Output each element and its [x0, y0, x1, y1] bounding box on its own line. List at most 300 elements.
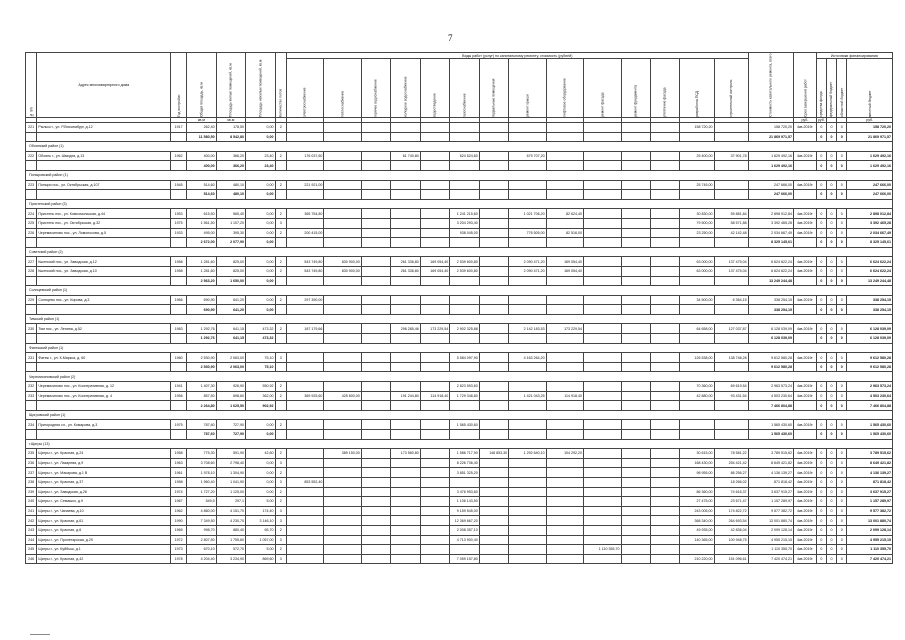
district-header-row — [26, 199, 893, 209]
row-fund-2: 0 — [826, 487, 836, 497]
row-work-cost: 148 853,30 — [479, 449, 508, 459]
row-work-cost — [546, 525, 583, 535]
row-deadline — [794, 305, 817, 315]
row-fund-2: 0 — [826, 238, 836, 248]
row-deadline: 4кв.2019г — [794, 218, 817, 228]
row-address: Солнцево пос., ул. Кирова, д.3 — [37, 295, 171, 305]
row-work-cost — [714, 334, 748, 344]
row-deadline: 4кв.2019г — [794, 477, 817, 487]
row-work-cost — [450, 161, 479, 171]
row-nonliving-area: 0,00 — [246, 190, 275, 200]
row-living-area: 2 798,40 — [216, 458, 245, 468]
row-number — [26, 362, 37, 372]
table-header — [26, 53, 893, 123]
row-work-cost: 169 054,40 — [546, 266, 583, 276]
row-total-cost: 2 898 012,84 — [748, 209, 793, 219]
row-work-cost: 830 900,00 — [324, 266, 361, 276]
row-number — [26, 132, 37, 142]
row-work-cost — [479, 353, 508, 363]
row-lot: 3 — [275, 218, 286, 228]
row-work-cost — [584, 430, 621, 440]
row-work-cost — [286, 430, 323, 440]
row-total-area: 1 978,10 — [187, 468, 216, 478]
row-total-area: 3 708,60 — [187, 458, 216, 468]
row-total-area: 1 727,20 — [187, 487, 216, 497]
row-work-cost — [420, 228, 449, 238]
row-fund-2: 0 — [826, 161, 836, 171]
row-work-cost — [420, 305, 449, 315]
row-work-cost: 679 707,20 — [509, 151, 546, 161]
funding-header-3: местный бюджет — [847, 59, 893, 118]
row-number — [26, 190, 37, 200]
works-header-13: строительный контроль — [714, 59, 748, 118]
row-work-cost — [479, 401, 508, 411]
row-number — [26, 238, 37, 248]
row-nonliving-area: 0,00 — [246, 468, 275, 478]
row-work-cost — [361, 449, 390, 459]
row-work-cost: 3 851 325,20 — [450, 468, 479, 478]
row-work-cost — [650, 449, 679, 459]
row-work-cost — [509, 382, 546, 392]
row-address: Щигры г., ул. Красная, д.6 — [37, 525, 171, 535]
row-total-cost: 1 629 492,16 — [748, 151, 793, 161]
row-fund-1: 0 — [816, 180, 826, 190]
row-work-cost — [361, 362, 390, 372]
row-work-cost: 1 421 043,25 — [509, 391, 546, 401]
row-fund-2: 0 — [826, 353, 836, 363]
row-work-cost — [714, 161, 748, 171]
row-fund-3: 0 — [837, 161, 847, 171]
row-work-cost — [680, 334, 714, 344]
row-fund-owners: 247 666,00 — [847, 180, 893, 190]
page-number: 7 — [448, 33, 453, 43]
row-living-area: 880,40 — [216, 525, 245, 535]
district-header-row — [26, 247, 893, 257]
row-nonliving-area: 0,00 — [246, 430, 275, 440]
row-work-cost — [650, 209, 679, 219]
row-deadline: 4кв.2019г — [794, 295, 817, 305]
row-work-cost — [286, 305, 323, 315]
row-fund-1: 0 — [816, 430, 826, 440]
row-work-cost: 25 745,00 — [680, 180, 714, 190]
row-work-cost — [680, 238, 714, 248]
row-fund-2: 0 — [826, 545, 836, 555]
row-work-cost — [391, 132, 420, 142]
row-work-cost — [450, 190, 479, 200]
col-total-cost-header: Стоимость капитального ремонта, всего — [748, 53, 793, 118]
row-address: Щигры г., ул. Красная, д.37 — [37, 477, 171, 487]
row-total-area: 2 563,20 — [187, 276, 216, 286]
units-cell: кв.м — [187, 118, 216, 123]
district-header-row — [26, 439, 893, 449]
district-label: Обоянский район (1) — [26, 142, 893, 152]
row-work-cost: 127 037,87 — [714, 324, 748, 334]
row-work-cost — [650, 535, 679, 545]
row-work-cost — [509, 468, 546, 478]
row-total-area: 4 204,40 — [187, 554, 216, 564]
row-fund-1: 0 — [816, 334, 826, 344]
row-work-cost — [650, 401, 679, 411]
row-work-cost — [650, 525, 679, 535]
row-lot: 2 — [275, 391, 286, 401]
row-number — [26, 276, 37, 286]
row-work-cost — [584, 218, 621, 228]
row-number: 224 — [26, 209, 37, 219]
row-deadline — [794, 132, 817, 142]
row-work-cost — [546, 535, 583, 545]
row-address: Щигры г., ул. Красная, д.42 — [37, 554, 171, 564]
row-work-cost — [479, 257, 508, 267]
row-work-cost — [361, 151, 390, 161]
row-work-cost: 365 754,80 — [286, 209, 323, 219]
row-fund-owners: 8 325 145,61 — [847, 238, 893, 248]
row-work-cost: 1 586 717,90 — [450, 449, 479, 459]
row-work-cost — [509, 123, 546, 133]
row-living-area: 727,90 — [216, 420, 245, 430]
row-work-cost — [391, 123, 420, 133]
row-work-cost — [324, 382, 361, 392]
row-fund-3: 0 — [837, 257, 847, 267]
row-year: 1978 — [171, 554, 187, 564]
row-work-cost — [714, 132, 748, 142]
row-fund-2: 0 — [826, 506, 836, 516]
col-nonliving-area-header: Площадь нежилых помещений, кв.м — [246, 53, 275, 118]
table-row — [26, 487, 893, 497]
row-total-cost: 4 503 230,64 — [748, 391, 793, 401]
row-fund-1: 0 — [816, 276, 826, 286]
row-work-cost — [361, 305, 390, 315]
row-work-cost — [286, 238, 323, 248]
table-row — [26, 295, 893, 305]
row-work-cost — [286, 401, 323, 411]
row-work-cost: 100 948,75 — [714, 535, 748, 545]
row-work-cost — [391, 430, 420, 440]
row-total-cost: 8 649 421,82 — [748, 458, 793, 468]
row-fund-owners: 9 577 382,72 — [847, 506, 893, 516]
row-work-cost: 2 090 471,20 — [509, 266, 546, 276]
col-lot-header: Количество лотов — [275, 53, 286, 118]
row-total-cost: 21 869 971,57 — [748, 132, 793, 142]
row-work-cost — [584, 506, 621, 516]
row-total-cost: 338 254,15 — [748, 305, 793, 315]
row-work-cost — [621, 123, 650, 133]
row-nonliving-area: 0,00 — [246, 276, 275, 286]
row-work-cost — [621, 353, 650, 363]
district-label: Пристенский район (3) — [26, 199, 893, 209]
row-deadline — [794, 161, 817, 171]
row-work-cost — [714, 305, 748, 315]
row-work-cost: 5 584 097,90 — [450, 353, 479, 363]
row-work-cost — [680, 477, 714, 487]
row-work-cost — [450, 305, 479, 315]
row-work-cost — [650, 238, 679, 248]
row-work-cost — [391, 161, 420, 171]
row-fund-owners: 2 034 667,49 — [847, 228, 893, 238]
row-work-cost — [584, 190, 621, 200]
row-work-cost — [324, 228, 361, 238]
row-total-cost: 338 254,15 — [748, 295, 793, 305]
capital-repair-table-sheet — [25, 52, 893, 564]
row-lot: 3 — [275, 506, 286, 516]
row-total-cost: 7 420 474,21 — [748, 554, 793, 564]
row-work-cost — [584, 123, 621, 133]
row-lot: 2 — [275, 525, 286, 535]
row-fund-2: 0 — [826, 497, 836, 507]
row-year: 1962 — [171, 506, 187, 516]
row-work-cost — [479, 535, 508, 545]
col-number-header: № п/п — [26, 53, 37, 118]
row-fund-3: 0 — [837, 487, 847, 497]
row-nonliving-area: 0,00 — [246, 209, 275, 219]
row-address — [37, 161, 171, 171]
row-work-cost — [509, 295, 546, 305]
row-work-cost — [509, 458, 546, 468]
row-work-cost — [286, 353, 323, 363]
row-living-area: 727,90 — [216, 430, 245, 440]
row-work-cost — [621, 362, 650, 372]
district-total-row — [26, 132, 893, 142]
row-nonliving-area: 174,40 — [246, 506, 275, 516]
row-work-cost — [420, 401, 449, 411]
row-work-cost: 261 336,80 — [391, 257, 420, 267]
row-address: Щигры г., ул. Макарова, д.1 В — [37, 468, 171, 478]
row-work-cost: 264 693,54 — [714, 516, 748, 526]
row-address — [37, 132, 171, 142]
row-work-cost — [324, 324, 361, 334]
row-year: 1963 — [171, 458, 187, 468]
row-fund-2: 0 — [826, 295, 836, 305]
row-work-cost: 1 292 640,10 — [509, 449, 546, 459]
row-work-cost — [479, 218, 508, 228]
row-work-cost: 93 431,54 — [714, 391, 748, 401]
row-work-cost — [621, 161, 650, 171]
row-lot: 3 — [275, 458, 286, 468]
row-work-cost — [391, 305, 420, 315]
row-work-cost — [546, 468, 583, 478]
row-work-cost — [361, 295, 390, 305]
row-deadline: 4кв.2019г — [794, 209, 817, 219]
row-total-cost: 6 128 039,09 — [748, 334, 793, 344]
row-work-cost: 137 475,04 — [714, 266, 748, 276]
works-header-11: утепление фасада — [650, 59, 679, 118]
row-work-cost: 69 619,54 — [714, 382, 748, 392]
row-work-cost — [650, 506, 679, 516]
row-fund-2: 0 — [826, 209, 836, 219]
row-work-cost — [479, 324, 508, 334]
row-lot: 2 — [275, 180, 286, 190]
row-work-cost — [584, 458, 621, 468]
row-deadline: 4кв.2019г — [794, 449, 817, 459]
row-fund-3: 0 — [837, 477, 847, 487]
row-work-cost — [584, 334, 621, 344]
table-row — [26, 477, 893, 487]
row-fund-3: 0 — [837, 401, 847, 411]
row-work-cost — [324, 487, 361, 497]
row-address — [37, 401, 171, 411]
row-work-cost — [650, 151, 679, 161]
row-work-cost — [650, 180, 679, 190]
row-fund-1: 0 — [816, 324, 826, 334]
row-year — [171, 276, 187, 286]
table-row — [26, 266, 893, 276]
table-row — [26, 516, 893, 526]
district-label: Поныровский район (1) — [26, 170, 893, 180]
row-work-cost — [450, 362, 479, 372]
row-work-cost — [479, 180, 508, 190]
row-work-cost — [324, 458, 361, 468]
row-nonliving-area: 0,00 — [246, 257, 275, 267]
row-work-cost — [546, 497, 583, 507]
row-work-cost — [391, 458, 420, 468]
row-fund-3: 0 — [837, 218, 847, 228]
row-work-cost — [286, 497, 323, 507]
row-work-cost — [286, 420, 323, 430]
row-nonliving-area: 550,92 — [246, 382, 275, 392]
row-fund-owners: 2 963 573,24 — [847, 382, 893, 392]
row-deadline — [794, 334, 817, 344]
row-total-area: 514,60 — [187, 180, 216, 190]
row-work-cost: 174 822,72 — [714, 506, 748, 516]
row-work-cost — [324, 506, 361, 516]
table-row — [26, 545, 893, 555]
row-work-cost — [546, 218, 583, 228]
row-fund-owners: 4 503 230,64 — [847, 391, 893, 401]
row-deadline — [794, 401, 817, 411]
row-work-cost — [420, 238, 449, 248]
row-lot: 3 — [275, 554, 286, 564]
row-work-cost — [324, 401, 361, 411]
row-year — [171, 132, 187, 142]
row-work-cost — [509, 497, 546, 507]
table-body — [26, 123, 893, 564]
row-work-cost: 2 539 600,80 — [450, 257, 479, 267]
row-work-cost — [680, 401, 714, 411]
row-deadline: 4кв.2019г — [794, 554, 817, 564]
row-deadline: 4кв.2019г — [794, 487, 817, 497]
row-work-cost — [361, 266, 390, 276]
row-work-cost — [361, 228, 390, 238]
row-work-cost — [584, 535, 621, 545]
row-deadline: 4кв.2019г — [794, 506, 817, 516]
row-living-area: 395,30 — [216, 228, 245, 238]
row-deadline: 4кв.2019г — [794, 545, 817, 555]
row-fund-2: 0 — [826, 276, 836, 286]
works-group-header: Виды работ (услуг) по капитальному ремонту, стоимость (рублей) — [286, 53, 748, 59]
row-total-cost: 6 624 622,24 — [748, 266, 793, 276]
funding-header-2: областной бюджет — [837, 59, 847, 118]
row-nonliving-area: 0,00 — [246, 295, 275, 305]
row-work-cost — [391, 382, 420, 392]
row-work-cost — [650, 190, 679, 200]
row-address: Кшенский пос., ул. Заводская, д.12 — [37, 257, 171, 267]
row-fund-3: 0 — [837, 353, 847, 363]
row-work-cost: 2 142 183,53 — [509, 324, 546, 334]
row-living-area: 572,70 — [216, 545, 245, 555]
row-work-cost: 63 000,00 — [680, 266, 714, 276]
row-fund-3: 0 — [837, 420, 847, 430]
row-address: Рыльск г., ул. Р.Люксембург, д.12 — [37, 123, 171, 133]
row-work-cost: 27 475,00 — [680, 497, 714, 507]
works-header-12: разработка ПСД — [680, 59, 714, 118]
row-work-cost — [680, 161, 714, 171]
row-work-cost — [509, 506, 546, 516]
row-work-cost — [361, 497, 390, 507]
row-living-area: 4 230,70 — [216, 516, 245, 526]
row-work-cost: 2 090 471,20 — [509, 257, 546, 267]
row-living-area: 1 125,00 — [216, 487, 245, 497]
row-fund-1: 0 — [816, 554, 826, 564]
row-work-cost — [714, 238, 748, 248]
row-nonliving-area: 5,00 — [246, 497, 275, 507]
table-row — [26, 218, 893, 228]
row-work-cost — [324, 132, 361, 142]
works-header-3: холодное водоснабжение — [391, 59, 420, 118]
units-cell: кв.м — [216, 118, 245, 123]
row-work-cost — [324, 420, 361, 430]
row-work-cost — [546, 123, 583, 133]
row-number: 237 — [26, 468, 37, 478]
col-deadline-header: Срок завершения работ — [794, 53, 817, 118]
row-work-cost — [621, 420, 650, 430]
row-work-cost — [420, 161, 449, 171]
row-work-cost — [650, 382, 679, 392]
row-work-cost: 3 476 953,60 — [450, 487, 479, 497]
row-work-cost — [324, 190, 361, 200]
row-work-cost: 261 336,80 — [391, 266, 420, 276]
row-work-cost — [714, 362, 748, 372]
row-address — [37, 305, 171, 315]
row-work-cost — [286, 487, 323, 497]
row-work-cost — [324, 554, 361, 564]
row-work-cost: 25 400,00 — [680, 151, 714, 161]
row-fund-3: 0 — [837, 535, 847, 545]
col-year-header: Год постройки — [171, 53, 187, 118]
district-total-row — [26, 161, 893, 171]
row-work-cost — [450, 295, 479, 305]
row-lot: 3 — [275, 353, 286, 363]
row-work-cost: 98 955,00 — [680, 468, 714, 478]
row-fund-2: 0 — [826, 190, 836, 200]
row-work-cost — [650, 458, 679, 468]
row-work-cost: 389 150,00 — [324, 449, 361, 459]
district-total-row — [26, 362, 893, 372]
row-work-cost — [324, 545, 361, 555]
row-work-cost — [509, 334, 546, 344]
row-living-area: 591,90 — [216, 449, 245, 459]
row-work-cost — [546, 132, 583, 142]
row-address: Тим пос., ул. Ленина, д.52 — [37, 324, 171, 334]
row-work-cost — [361, 218, 390, 228]
row-fund-3: 0 — [837, 545, 847, 555]
row-fund-owners: 1 565 430,60 — [847, 430, 893, 440]
row-work-cost — [324, 535, 361, 545]
row-total-area: 670,10 — [187, 545, 216, 555]
row-work-cost — [420, 295, 449, 305]
row-fund-owners: 1 110 355,70 — [847, 545, 893, 555]
row-work-cost — [420, 382, 449, 392]
row-work-cost — [391, 506, 420, 516]
row-work-cost — [361, 353, 390, 363]
table-row — [26, 123, 893, 133]
row-work-cost — [391, 554, 420, 564]
row-work-cost — [621, 257, 650, 267]
row-total-cost: 3 789 515,62 — [748, 449, 793, 459]
row-year: 1980 — [171, 353, 187, 363]
row-number: 243 — [26, 525, 37, 535]
row-work-cost — [546, 477, 583, 487]
row-work-cost: 169 054,40 — [420, 266, 449, 276]
row-work-cost — [286, 545, 323, 555]
